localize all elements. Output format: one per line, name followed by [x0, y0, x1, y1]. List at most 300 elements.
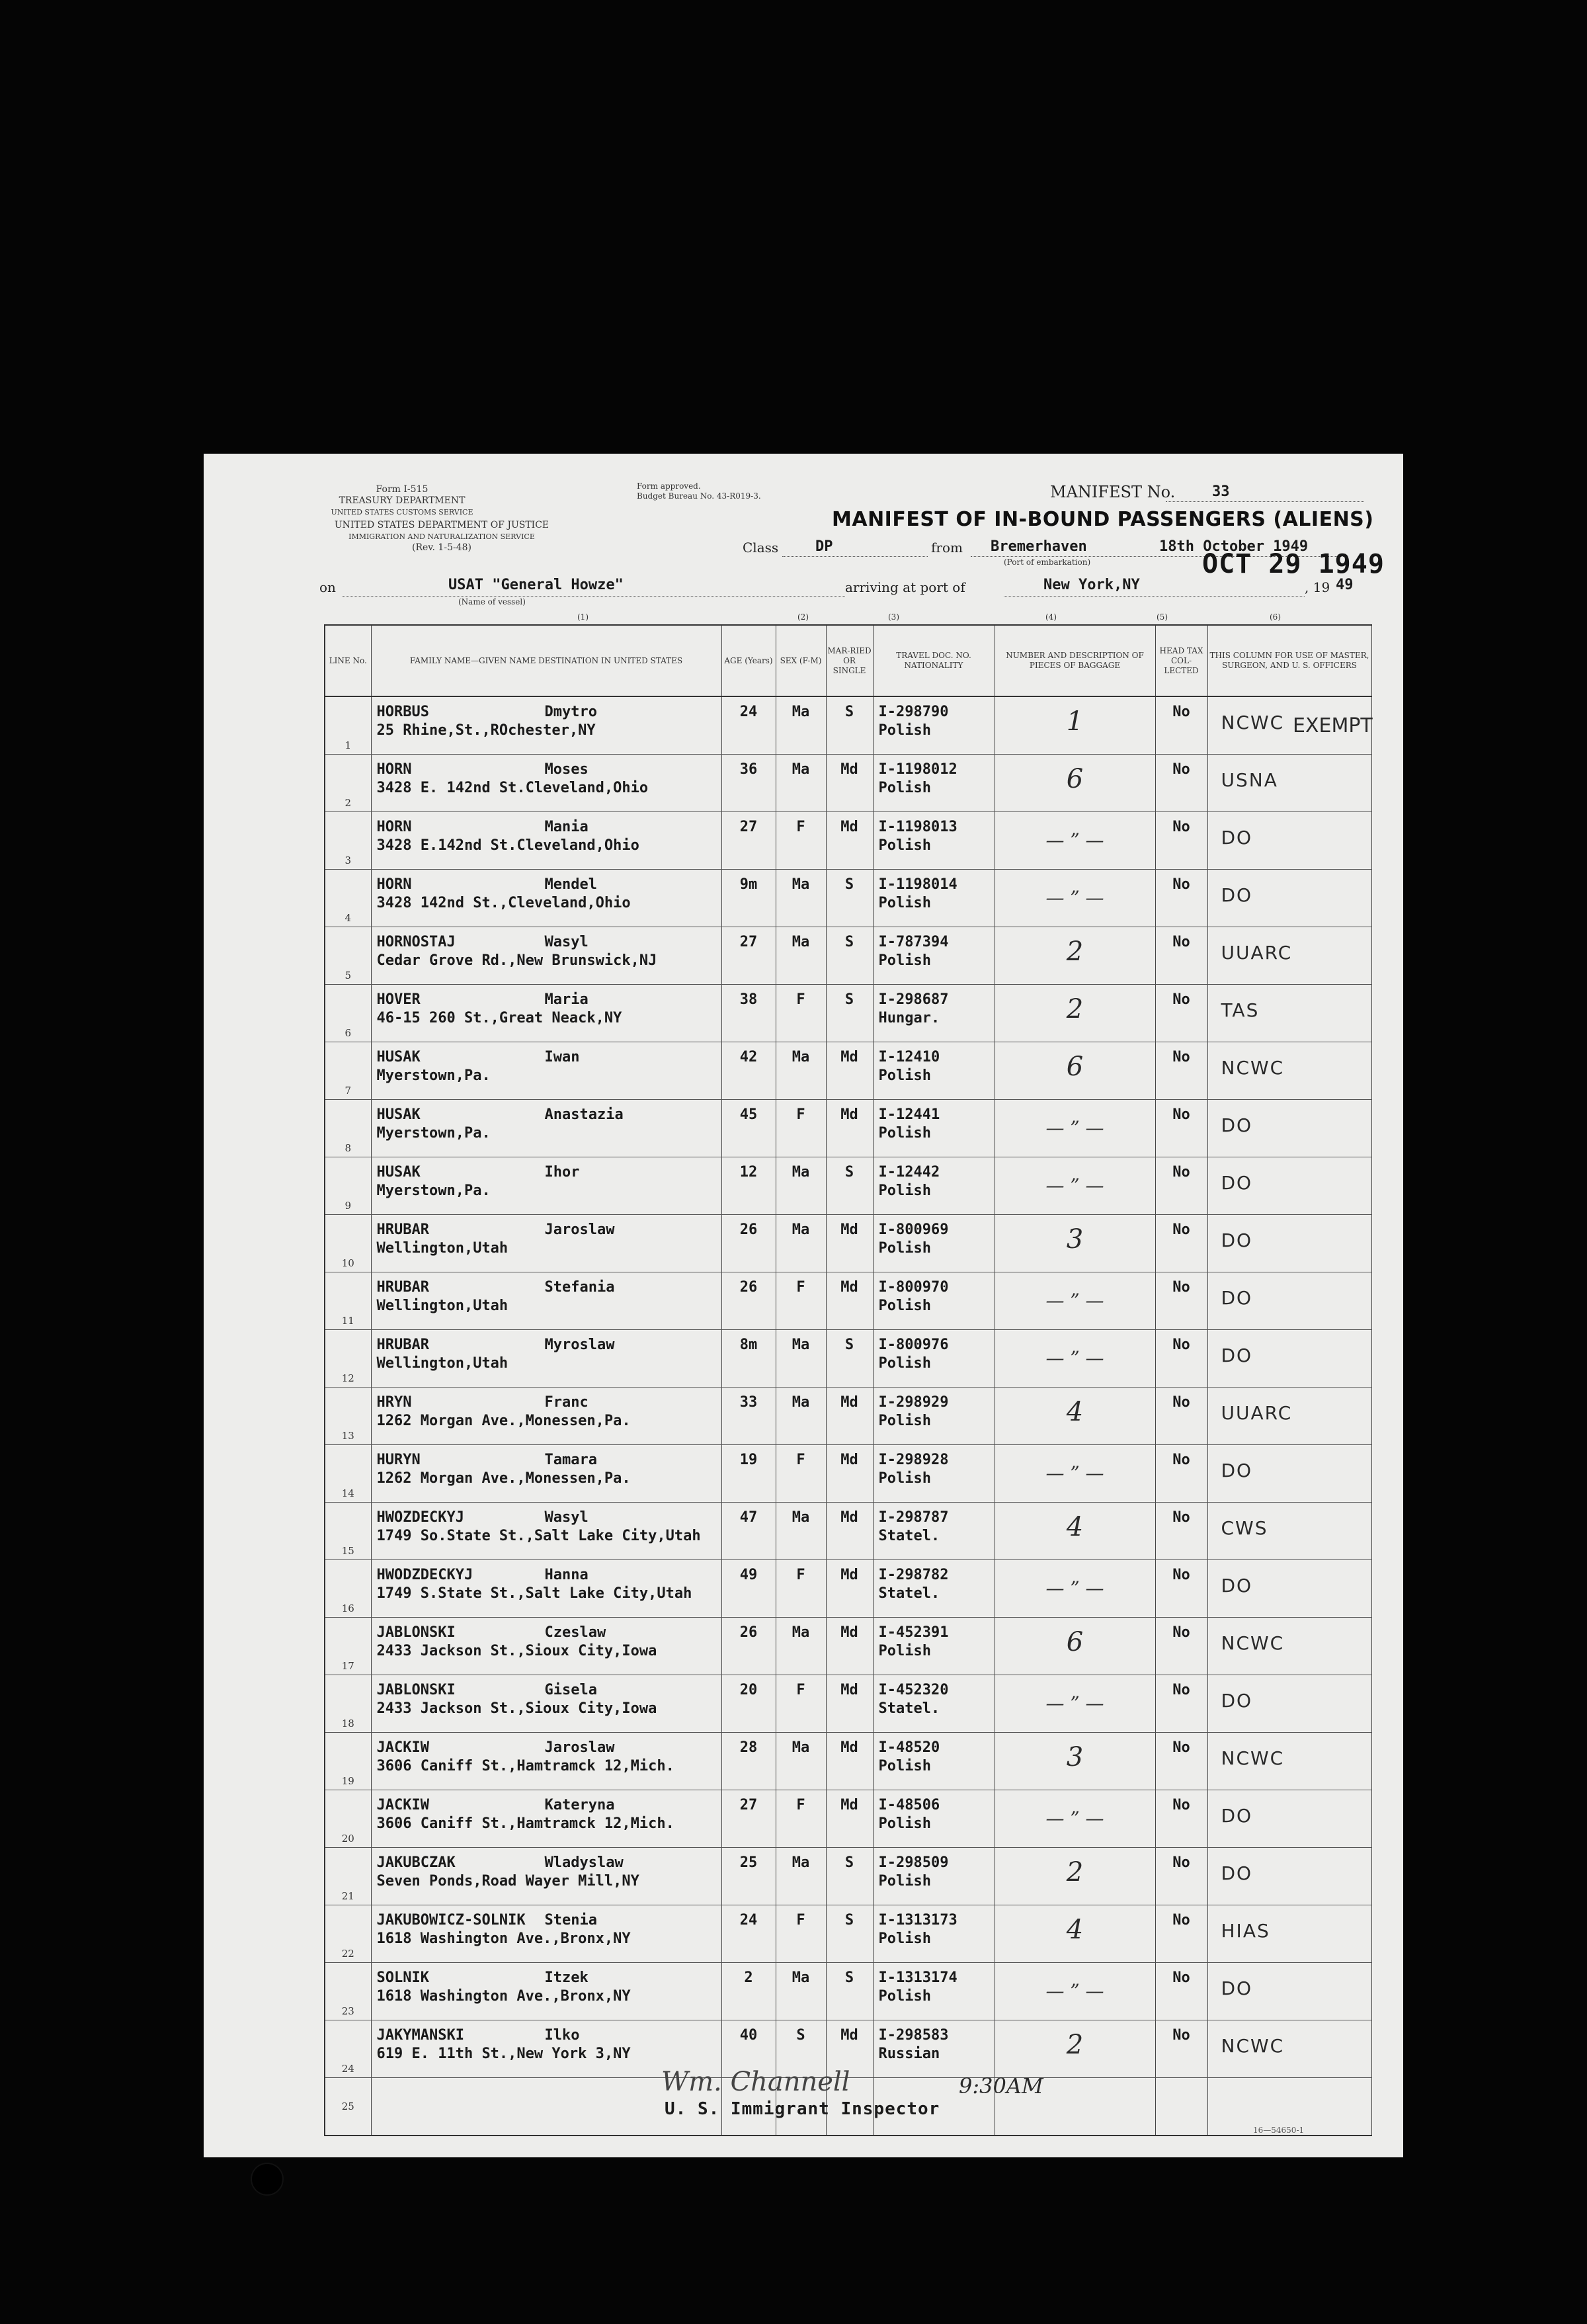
baggage-count: — ” — [1045, 1117, 1104, 1139]
head-tax-value: No [1172, 819, 1190, 835]
name-cell [371, 812, 721, 870]
col-line: LINE No. [325, 625, 371, 696]
travel-doc-number: I-800976 [878, 1337, 949, 1353]
age-value: 26 [739, 1222, 758, 1238]
col-num-3: (3) [888, 612, 899, 622]
travel-doc-number: I-298929 [878, 1394, 949, 1411]
line-cell [325, 1100, 371, 1157]
tax-cell [1155, 985, 1207, 1042]
sex-cell [776, 755, 826, 812]
baggage-cell [995, 1042, 1155, 1100]
binder-hole [252, 2164, 282, 2194]
sex-cell [776, 927, 826, 985]
marital-cell [826, 1100, 873, 1157]
table-row [325, 1618, 1371, 1675]
age-cell [721, 1157, 776, 1215]
table-row [325, 755, 1371, 812]
doc-cell [873, 927, 995, 985]
agency-mark: DO [1221, 884, 1253, 906]
head-tax-value: No [1172, 934, 1190, 950]
sex-value: Ma [792, 1222, 810, 1238]
nationality: Polish [878, 722, 931, 739]
table-row [325, 1790, 1371, 1848]
line-number: 20 [341, 1833, 354, 1845]
budget-text: Budget Bureau No. 43-R019-3. [637, 491, 761, 501]
baggage-cell [995, 1963, 1155, 2020]
tax-cell [1155, 755, 1207, 812]
sex-cell [776, 1272, 826, 1330]
manifest-number: 33 [1212, 483, 1230, 500]
age-value: 42 [739, 1049, 758, 1065]
head-tax-value: No [1172, 1797, 1190, 1813]
table-row [325, 1560, 1371, 1618]
baggage-cell [995, 1272, 1155, 1330]
line-cell [325, 927, 371, 985]
given-name: Czeslaw [544, 1624, 606, 1641]
col-num-1: (1) [577, 612, 589, 622]
nationality: Polish [878, 1183, 931, 1199]
line-number: 24 [341, 2063, 354, 2075]
sex-value: Ma [792, 761, 810, 778]
line-number: 18 [341, 1718, 354, 1729]
name-cell [371, 1445, 721, 1503]
doc-cell [873, 1790, 995, 1848]
table-row [325, 1215, 1371, 1272]
manifest-title: MANIFEST OF IN-BOUND PASSENGERS (ALIENS) [832, 508, 1374, 531]
baggage-count: — ” — [1045, 1175, 1104, 1196]
nationality: Polish [878, 1067, 931, 1084]
age-cell [721, 1388, 776, 1445]
marital-value: Md [840, 2027, 858, 2044]
sex-cell [776, 870, 826, 927]
destination: 1749 So.State St.,Salt Lake City,Utah [376, 1528, 701, 1544]
marital-value: S [844, 1912, 854, 1929]
sex-cell [776, 1503, 826, 1560]
marital-cell [826, 927, 873, 985]
approved-text: Form approved. [637, 481, 701, 491]
table-row [325, 1272, 1371, 1330]
given-name: Ilko [544, 2027, 580, 2044]
agency-mark: UUARC [1221, 1402, 1293, 1424]
marital-cell [826, 1560, 873, 1618]
tax-cell [1155, 1100, 1207, 1157]
sex-cell [776, 1733, 826, 1790]
sex-cell [776, 1790, 826, 1848]
age-cell [721, 755, 776, 812]
family-name: HURYN [376, 1452, 421, 1468]
table-row [325, 1042, 1371, 1100]
nationality: Polish [878, 895, 931, 911]
from-value: Bremerhaven [991, 538, 1087, 555]
age-cell [721, 1272, 776, 1330]
marital-value: Md [840, 1509, 858, 1526]
form-header-justice [316, 520, 567, 554]
age-value: 27 [739, 819, 758, 835]
name-cell [371, 696, 721, 755]
doc-cell [873, 1560, 995, 1618]
baggage-count: 6 [1066, 764, 1084, 794]
age-value: 20 [739, 1682, 758, 1698]
nationality: Statel. [878, 1700, 940, 1717]
doc-cell [873, 1905, 995, 1963]
agency-mark: DO [1221, 1805, 1253, 1827]
head-tax-value: No [1172, 1912, 1190, 1929]
agency-mark: DO [1221, 1977, 1253, 1999]
nationality: Polish [878, 1643, 931, 1659]
nationality: Polish [878, 1125, 931, 1141]
marital-cell [826, 870, 873, 927]
travel-doc-number: I-800969 [878, 1222, 949, 1238]
sex-value: F [796, 1567, 805, 1583]
name-cell [371, 985, 721, 1042]
officer-cell [1207, 1272, 1371, 1330]
tax-cell [1155, 1560, 1207, 1618]
nationality: Polish [878, 1355, 931, 1372]
nationality: Polish [878, 1413, 931, 1429]
baggage-cell [995, 2020, 1155, 2078]
age-cell [721, 1100, 776, 1157]
agency-mark: NCWC [1221, 1632, 1285, 1654]
marital-cell [826, 1618, 873, 1675]
agency-mark: DO [1221, 1287, 1253, 1309]
head-tax-value: No [1172, 876, 1190, 893]
name-cell [371, 1675, 721, 1733]
name-cell [371, 1618, 721, 1675]
baggage-count: 4 [1066, 1397, 1084, 1427]
age-value: 47 [739, 1509, 758, 1526]
age-value: 27 [739, 934, 758, 950]
head-tax-value: No [1172, 1106, 1190, 1123]
table-row [325, 985, 1371, 1042]
marital-value: Md [840, 1049, 858, 1065]
agency-mark: NCWC [1221, 712, 1285, 733]
officer-cell [1207, 2020, 1371, 2078]
given-name: Wasyl [544, 934, 589, 950]
col-travel-doc: TRAVEL DOC. NO. NATIONALITY [873, 625, 995, 696]
sex-value: F [796, 819, 805, 835]
tax-cell [1155, 1157, 1207, 1215]
col-married: MAR-RIED OR SINGLE [826, 625, 873, 696]
marital-cell [826, 1215, 873, 1272]
family-name: SOLNIK [376, 1970, 429, 1986]
family-name: JAKYMANSKI [376, 2027, 464, 2044]
age-cell [721, 812, 776, 870]
doc-cell [873, 812, 995, 870]
sex-cell [776, 1330, 826, 1388]
table-row [325, 1733, 1371, 1790]
marital-value: S [844, 1970, 854, 1986]
age-cell [721, 1215, 776, 1272]
doc-cell [873, 755, 995, 812]
empty-cell [1155, 2078, 1207, 2136]
destination: 2433 Jackson St.,Sioux City,Iowa [376, 1643, 657, 1659]
baggage-cell [995, 1675, 1155, 1733]
family-name: HORNOSTAJ [376, 934, 456, 950]
name-cell [371, 1905, 721, 1963]
age-value: 25 [739, 1854, 758, 1871]
head-tax-value: No [1172, 1452, 1190, 1468]
line-number: 10 [341, 1257, 354, 1269]
age-value: 12 [739, 1164, 758, 1181]
nationality: Polish [878, 952, 931, 969]
family-name: HORN [376, 876, 412, 893]
agency-mark: UUARC [1221, 942, 1293, 964]
marital-value: Md [840, 1279, 858, 1296]
destination: Myerstown,Pa. [376, 1067, 491, 1084]
baggage-cell [995, 1560, 1155, 1618]
line-cell [325, 1157, 371, 1215]
passenger-rows [325, 696, 1371, 2136]
age-cell [721, 985, 776, 1042]
line-cell [325, 1733, 371, 1790]
vessel-underline [343, 596, 845, 597]
marital-cell [826, 755, 873, 812]
given-name: Moses [544, 761, 589, 778]
family-name: HUSAK [376, 1049, 421, 1065]
agency-mark: DO [1221, 1114, 1253, 1136]
baggage-cell [995, 1388, 1155, 1445]
table-row [325, 1100, 1371, 1157]
doc-cell [873, 1100, 995, 1157]
age-value: 49 [739, 1567, 758, 1583]
head-tax-value: No [1172, 1739, 1190, 1756]
tax-cell [1155, 1388, 1207, 1445]
destination: 46-15 260 St.,Great Neack,NY [376, 1010, 622, 1026]
line-cell [325, 696, 371, 755]
table-row [325, 1675, 1371, 1733]
marital-value: S [844, 876, 854, 893]
baggage-count: — ” — [1045, 1980, 1104, 2002]
year-prefix: , 19 [1305, 579, 1330, 595]
head-tax-value: No [1172, 991, 1190, 1008]
family-name: HUSAK [376, 1106, 421, 1123]
travel-doc-number: I-1313173 [878, 1912, 957, 1929]
destination: 1749 S.State St.,Salt Lake City,Utah [376, 1585, 692, 1602]
line-number: 17 [341, 1660, 354, 1672]
doc-cell [873, 1618, 995, 1675]
line-cell [325, 1215, 371, 1272]
travel-doc-number: I-298787 [878, 1509, 949, 1526]
agency-mark: USNA [1221, 769, 1278, 791]
given-name: Gisela [544, 1682, 597, 1698]
line-cell [325, 1388, 371, 1445]
sex-cell [776, 1675, 826, 1733]
family-name: HUSAK [376, 1164, 421, 1181]
sex-cell [776, 1215, 826, 1272]
name-cell [371, 1503, 721, 1560]
sex-value: Ma [792, 704, 810, 720]
baggage-cell [995, 1157, 1155, 1215]
arriving-underline [1004, 596, 1305, 597]
age-cell [721, 1330, 776, 1388]
table-row [325, 812, 1371, 870]
marital-cell [826, 1388, 873, 1445]
given-name: Hanna [544, 1567, 589, 1583]
family-name: HORN [376, 761, 412, 778]
line-cell [325, 1675, 371, 1733]
agency-mark: DO [1221, 827, 1253, 849]
line-number: 8 [345, 1142, 352, 1154]
tax-cell [1155, 1215, 1207, 1272]
manifest-label: MANIFEST No. [1050, 483, 1176, 501]
nationality: Polish [878, 1988, 931, 2005]
officer-cell [1207, 1618, 1371, 1675]
baggage-count: 2 [1066, 994, 1084, 1024]
tax-cell [1155, 927, 1207, 985]
name-cell [371, 1560, 721, 1618]
line-number: 3 [345, 854, 352, 866]
destination: Wellington,Utah [376, 1240, 509, 1257]
age-value: 8m [739, 1337, 758, 1353]
travel-doc-number: I-1198012 [878, 761, 957, 778]
sex-value: F [796, 1682, 805, 1698]
customs-service: UNITED STATES CUSTOMS SERVICE [331, 508, 473, 517]
marital-value: Md [840, 1624, 858, 1641]
officer-cell [1207, 1790, 1371, 1848]
marital-value: S [844, 991, 854, 1008]
agency-mark: HIAS [1221, 1920, 1270, 1942]
destination: Seven Ponds,Road Wayer Mill,NY [376, 1873, 639, 1889]
table-row [325, 927, 1371, 985]
officer-cell [1207, 1388, 1371, 1445]
sex-value: Ma [792, 1739, 810, 1756]
destination: 1262 Morgan Ave.,Monessen,Pa. [376, 1470, 631, 1487]
baggage-count: 2 [1066, 2030, 1084, 2060]
baggage-cell [995, 1618, 1155, 1675]
age-cell [721, 927, 776, 985]
line-number: 4 [345, 912, 352, 924]
from-label: from [931, 540, 963, 556]
baggage-cell [995, 1503, 1155, 1560]
age-value: 26 [739, 1624, 758, 1641]
doc-cell [873, 1848, 995, 1905]
age-value: 24 [739, 1912, 758, 1929]
head-tax-value: No [1172, 1049, 1190, 1065]
family-name: JABLONSKI [376, 1624, 456, 1641]
sex-value: Ma [792, 876, 810, 893]
travel-doc-number: I-298583 [878, 2027, 949, 2044]
destination: 25 Rhine,St.,ROchester,NY [376, 722, 596, 739]
marital-value: S [844, 704, 854, 720]
tax-cell [1155, 1503, 1207, 1560]
time-note: 9:30AM [959, 2073, 1043, 2098]
tax-cell [1155, 1445, 1207, 1503]
age-value: 40 [739, 2027, 758, 2044]
given-name: Franc [544, 1394, 589, 1411]
line-cell [325, 1618, 371, 1675]
baggage-count: — ” — [1045, 1347, 1104, 1369]
head-tax-value: No [1172, 1624, 1190, 1641]
travel-doc-number: I-1198014 [878, 876, 957, 893]
marital-cell [826, 1905, 873, 1963]
baggage-cell [995, 1733, 1155, 1790]
sex-value: Ma [792, 1337, 810, 1353]
officer-cell [1207, 1503, 1371, 1560]
marital-value: Md [840, 819, 858, 835]
line-cell [325, 1963, 371, 2020]
sex-cell [776, 1560, 826, 1618]
tax-cell [1155, 2020, 1207, 2078]
form-header-left [316, 484, 488, 518]
officer-cell [1207, 812, 1371, 870]
nationality: Polish [878, 1873, 931, 1889]
line-cell [325, 1445, 371, 1503]
baggage-cell [995, 1100, 1155, 1157]
sex-value: F [796, 1912, 805, 1929]
baggage-cell [995, 1790, 1155, 1848]
name-cell [371, 1042, 721, 1100]
year-value: 49 [1336, 577, 1354, 593]
line-number: 22 [341, 1948, 354, 1960]
tax-cell [1155, 1042, 1207, 1100]
doc-cell [873, 2020, 995, 2078]
doc-cell [873, 1503, 995, 1560]
agency-mark: DO [1221, 1690, 1253, 1712]
baggage-count: — ” — [1045, 1577, 1104, 1599]
age-cell [721, 1733, 776, 1790]
baggage-count: 3 [1066, 1224, 1084, 1255]
age-cell [721, 1503, 776, 1560]
line-cell [325, 1790, 371, 1848]
agency-mark: DO [1221, 1862, 1253, 1884]
line-number: 12 [341, 1372, 354, 1384]
family-name: JAKUBOWICZ-SOLNIK [376, 1912, 526, 1929]
marital-cell [826, 1330, 873, 1388]
marital-value: Md [840, 1567, 858, 1583]
baggage-count: 4 [1066, 1512, 1084, 1542]
table-row [325, 1848, 1371, 1905]
line-number: 25 [341, 2100, 354, 2112]
age-value: 33 [739, 1394, 758, 1411]
family-name: HORN [376, 819, 412, 835]
tax-cell [1155, 1848, 1207, 1905]
officer-cell [1207, 927, 1371, 985]
date-stamp: OCT 29 1949 [1202, 549, 1385, 579]
destination: 1262 Morgan Ave.,Monessen,Pa. [376, 1413, 631, 1429]
family-name: JABLONSKI [376, 1682, 456, 1698]
col-num-4: (4) [1045, 612, 1057, 622]
age-cell [721, 870, 776, 927]
travel-doc-number: I-452391 [878, 1624, 949, 1641]
marital-value: Md [840, 1394, 858, 1411]
officer-cell [1207, 1963, 1371, 2020]
marital-value: S [844, 934, 854, 950]
marital-cell [826, 1445, 873, 1503]
given-name: Kateryna [544, 1797, 615, 1813]
officer-cell [1207, 1905, 1371, 1963]
line-number: 16 [341, 1602, 354, 1614]
baggage-count: 2 [1066, 1857, 1084, 1888]
sex-value: Ma [792, 934, 810, 950]
line-cell [325, 2020, 371, 2078]
sex-value: S [796, 2027, 805, 2044]
travel-doc-number: I-12442 [878, 1164, 940, 1181]
age-cell [721, 1445, 776, 1503]
age-cell [721, 1790, 776, 1848]
destination: 1618 Washington Ave.,Bronx,NY [376, 1988, 631, 2005]
col-baggage: NUMBER AND DESCRIPTION OF PIECES OF BAGGAGE [995, 625, 1155, 696]
head-tax-value: No [1172, 1394, 1190, 1411]
head-tax-value: No [1172, 1567, 1190, 1583]
sex-cell [776, 1100, 826, 1157]
destination: 3428 142nd St.,Cleveland,Ohio [376, 895, 631, 911]
tax-cell [1155, 1272, 1207, 1330]
officer-cell [1207, 1675, 1371, 1733]
table-row [325, 1963, 1371, 2020]
col-num-2: (2) [797, 612, 809, 622]
line-number: 5 [345, 970, 352, 981]
marital-cell [826, 1733, 873, 1790]
